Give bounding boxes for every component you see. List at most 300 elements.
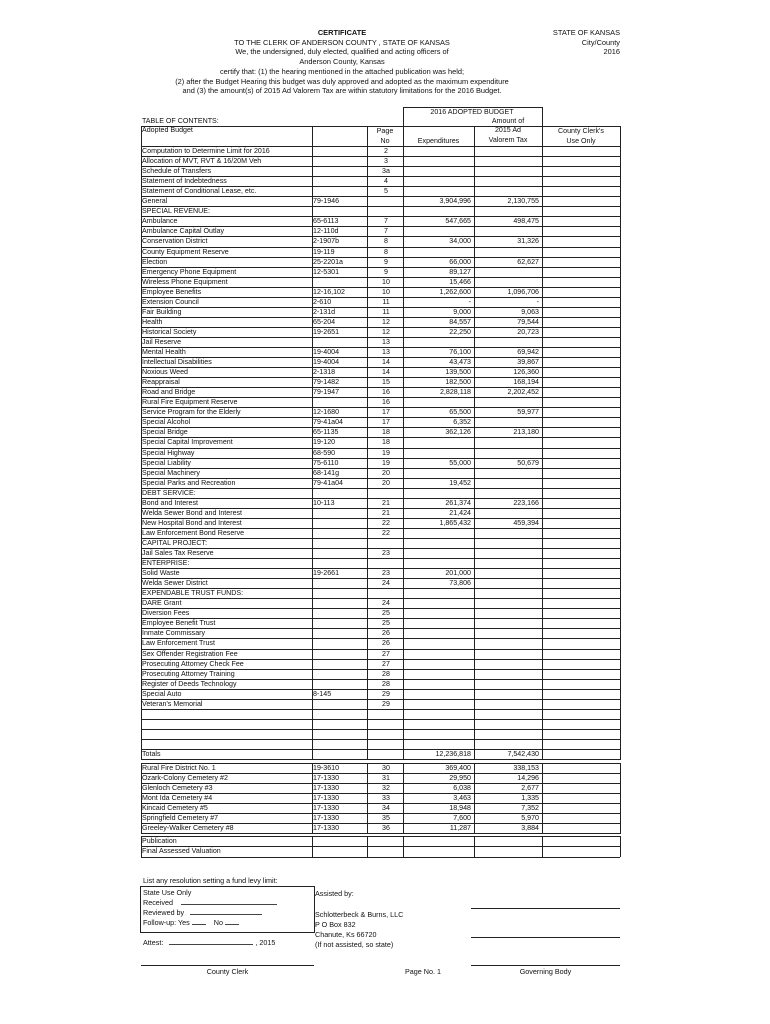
table-row (141, 397, 620, 407)
page-number-cell: 11 (382, 307, 390, 316)
governing-body-signature-line-1[interactable] (471, 908, 620, 909)
ad-valorem-tax-cell: 213,180 (513, 428, 539, 437)
row-label: Register of Deeds Technology (142, 679, 237, 688)
follow-up-row (143, 918, 239, 927)
table-row (141, 488, 620, 498)
statute-code: 65-1135 (313, 428, 339, 437)
row-label: Wireless Phone Equipment (142, 277, 228, 286)
expenditures-cell (404, 538, 471, 548)
expenditures-cell (404, 337, 471, 347)
ad-valorem-tax-cell: 498,475 (513, 217, 539, 226)
statute-code (313, 146, 364, 156)
statute-code (313, 846, 364, 856)
row-label: Law Enforcement Trust (142, 639, 215, 648)
table-row (141, 216, 620, 226)
table-row (141, 407, 620, 417)
county-line: Anderson County, Kansas (299, 57, 385, 67)
row-label: Prosecuting Attorney Training (142, 669, 235, 678)
page-number-cell: 14 (382, 368, 390, 377)
ad-valorem-tax-cell (475, 679, 539, 689)
ad-valorem-tax-cell (475, 247, 539, 257)
table-row (141, 719, 620, 729)
row-label: Solid Waste (142, 569, 180, 578)
ad-valorem-tax-cell (475, 659, 539, 669)
ad-valorem-tax-cell: - (536, 297, 539, 306)
page-number-cell: 20 (382, 468, 390, 477)
ad-valorem-tax-cell (475, 846, 539, 856)
row-label: Special Liability (142, 458, 191, 467)
row-label: Noxious Weed (142, 368, 189, 377)
ad-valorem-tax-cell (475, 689, 539, 699)
row-label: Statement of Conditional Lease, etc. (142, 187, 257, 196)
statute-code: 79-1946 (313, 197, 340, 206)
governing-body-signature-line-2[interactable] (471, 937, 620, 938)
expenditures-cell: 65,500 (449, 408, 471, 417)
page-number-cell: 36 (382, 823, 390, 832)
page-number-cell (373, 846, 399, 856)
ad-valorem-tax-cell (475, 488, 539, 498)
statute-code (313, 679, 364, 689)
statute-code (313, 337, 364, 347)
row-label: Ozark-Colony Cemetery #2 (142, 773, 228, 782)
statute-code (313, 548, 364, 558)
page-number-cell: 16 (382, 388, 390, 397)
row-label: Reappraisal (142, 378, 180, 387)
table-row (141, 813, 620, 823)
statute-code (313, 538, 364, 548)
expenditures-cell (404, 669, 471, 679)
expenditures-cell: 9,000 (453, 307, 471, 316)
statute-code (313, 749, 364, 759)
page-number-cell (373, 719, 399, 729)
table-row (141, 823, 620, 833)
expenditures-cell: 73,806 (449, 579, 471, 588)
ad-valorem-tax-cell (475, 166, 539, 176)
table-row (141, 196, 620, 206)
page-number-cell: 14 (382, 358, 390, 367)
table-row (141, 236, 620, 246)
row-label: Health (142, 317, 163, 326)
page-number-cell: 22 (382, 518, 390, 527)
statute-code: 17-1330 (313, 813, 340, 822)
statute-code (313, 729, 364, 739)
page-number-cell: 10 (382, 287, 390, 296)
page-number-cell: 28 (382, 679, 390, 688)
table-row (141, 598, 620, 608)
ad-valorem-tax-cell (475, 628, 539, 638)
ad-valorem-tax-cell (475, 186, 539, 196)
received-field[interactable] (181, 904, 277, 905)
page-number-cell: 9 (384, 257, 388, 266)
row-divider (141, 759, 620, 760)
table-row (141, 387, 620, 397)
statute-code: 2-610 (313, 297, 332, 306)
ad-valorem-tax-cell (475, 618, 539, 628)
officers-line: We, the undersigned, duly elected, qualified and acting officers of (235, 47, 449, 57)
statute-code: 79-41a04 (313, 478, 343, 487)
expenditures-header: Expenditures (417, 137, 460, 145)
expenditures-cell (404, 166, 471, 176)
row-label: Welda Sewer Bond and Interest (142, 508, 243, 517)
ad-valorem-tax-cell (475, 538, 539, 548)
ad-valorem-tax-cell (475, 699, 539, 709)
row-label: Computation to Determine Limit for 2016 (142, 147, 270, 155)
table-row (141, 836, 620, 846)
expenditures-cell (404, 836, 471, 846)
statute-code: 79-41a04 (313, 418, 343, 427)
adopted-budget-2016-header: 2016 ADOPTED BUDGET (430, 108, 514, 116)
state-label: STATE OF KANSAS (552, 28, 620, 37)
page-header: Page (376, 127, 394, 135)
ad-valorem-tax-cell: 2,677 (521, 783, 539, 792)
page-number-cell: 9 (384, 267, 388, 276)
expenditures-cell (404, 679, 471, 689)
page-number-cell: 18 (382, 428, 390, 437)
row-label: Publication (142, 837, 177, 846)
statute-code: 12-110d (313, 227, 339, 236)
row-label: Historical Society (142, 327, 197, 336)
table-row (141, 518, 620, 528)
statute-code: 19-2661 (313, 569, 340, 578)
statute-code (313, 699, 364, 709)
city-county-label: City/County (581, 37, 620, 47)
column-divider (620, 146, 621, 760)
row-label: Kincaid Cemetery #5 (142, 803, 208, 812)
ad-valorem-tax-cell (475, 508, 539, 518)
expenditures-cell (404, 846, 471, 856)
year-label: 2016 (603, 47, 620, 57)
statute-code: 12-1680 (313, 408, 340, 417)
table-row (141, 478, 620, 488)
ad-valorem-tax-cell: 39,867 (517, 358, 539, 367)
table-row (141, 749, 620, 759)
expenditures-cell (404, 729, 471, 739)
row-label (142, 719, 309, 729)
row-label: County Equipment Reserve (142, 247, 229, 256)
firm-city: Chanute, Ks 66720 (315, 930, 377, 939)
expenditures-cell: 12,236,818 (435, 750, 471, 758)
ad-valorem-tax-cell (475, 528, 539, 538)
statute-code (313, 628, 364, 638)
statute-code (313, 508, 364, 518)
row-label: Ambulance Capital Outlay (142, 227, 225, 236)
ad-valorem-tax-cell: 2,202,452 (507, 388, 539, 397)
page-number-cell (373, 196, 399, 206)
expenditures-cell: 84,557 (449, 317, 471, 326)
page-number-cell: 17 (382, 408, 390, 417)
certificate-header (140, 28, 544, 96)
statute-code: 68-590 (313, 448, 336, 457)
row-label: Rural Fire District No. 1 (142, 763, 216, 772)
expenditures-cell (404, 186, 471, 196)
item3-line: and (3) the amount(s) of 2015 Ad Valorem Tax are within statutory limitations for the 2016 Budget. (182, 86, 502, 96)
attest-year: , 2015 (255, 938, 276, 947)
expenditures-cell: 201,000 (445, 569, 471, 578)
expenditures-cell (404, 468, 471, 478)
ad-valorem-tax-cell (475, 206, 539, 216)
row-label: Diversion Fees (142, 609, 190, 618)
expenditures-cell (404, 146, 471, 156)
expenditures-cell: 182,500 (445, 378, 471, 387)
ad-valorem-tax-cell: 9,063 (521, 307, 539, 316)
firm-po-box: P O Box 832 (315, 920, 356, 929)
row-label: EXPENDABLE TRUST FUNDS: (142, 589, 244, 598)
table-row (141, 146, 620, 156)
page-number-cell (373, 206, 399, 216)
expenditures-cell: - (468, 297, 471, 306)
statute-code: 12-16,102 (313, 287, 345, 296)
page-number-cell: 31 (382, 773, 390, 782)
ad-2015-header: 2015 Ad (494, 126, 522, 134)
reviewed-by-label: Reviewed by (143, 908, 185, 917)
statute-code (313, 608, 364, 618)
row-label (142, 739, 309, 749)
statute-code: 79-1482 (313, 378, 340, 387)
page-number-cell: 12 (382, 317, 390, 326)
row-label: Inmate Commissary (142, 629, 206, 638)
row-label: Conservation District (142, 237, 208, 246)
page-number-cell: 8 (384, 237, 388, 246)
ad-valorem-tax-cell: 5,970 (521, 813, 539, 822)
row-label: Bond and Interest (142, 498, 199, 507)
expenditures-cell (404, 226, 471, 236)
page-number-cell: 2 (384, 147, 388, 155)
ad-valorem-tax-cell: 1,096,706 (507, 287, 539, 296)
page-number: Page No. 1 (405, 967, 441, 976)
expenditures-cell: 76,100 (449, 348, 471, 356)
expenditures-cell: 66,000 (449, 257, 471, 266)
expenditures-cell (404, 628, 471, 638)
statute-code: 17-1330 (313, 783, 340, 792)
row-label: Road and Bridge (142, 388, 196, 397)
ad-valorem-tax-cell: 2,130,755 (507, 197, 539, 206)
ad-valorem-tax-cell: 50,679 (517, 458, 539, 467)
expenditures-cell (404, 649, 471, 659)
row-label: Election (142, 257, 168, 266)
row-label: Rural Fire Equipment Reserve (142, 398, 238, 407)
table-row (141, 458, 620, 468)
table-row (141, 638, 620, 648)
page-number-cell: 34 (382, 803, 390, 812)
statute-code: 65-204 (313, 317, 336, 326)
received-label: Received (143, 898, 173, 907)
statute-code (313, 518, 364, 528)
page-number-cell: 25 (382, 619, 390, 628)
page-number-cell: 26 (382, 639, 390, 648)
table-row (141, 437, 620, 447)
table-row (141, 846, 620, 856)
reviewed-by-field[interactable] (190, 914, 262, 915)
ad-valorem-tax-cell (475, 568, 539, 578)
page-number-cell: 8 (384, 247, 388, 256)
row-label: Special Alcohol (142, 418, 191, 427)
expenditures-cell: 21,424 (449, 508, 471, 517)
page-number-cell: 30 (382, 763, 390, 772)
expenditures-cell (404, 638, 471, 648)
state-use-only-label: State Use Only (143, 888, 192, 897)
statute-code (313, 166, 364, 176)
row-label: Emergency Phone Equipment (142, 267, 237, 276)
table-row (141, 628, 620, 638)
ad-valorem-tax-cell: 79,544 (517, 317, 539, 326)
row-label (142, 729, 309, 739)
ad-valorem-tax-cell (475, 578, 539, 588)
page-number-cell (373, 558, 399, 568)
expenditures-cell (404, 709, 471, 719)
row-label: Jail Sales Tax Reserve (142, 549, 214, 557)
row-divider (141, 833, 620, 834)
expenditures-cell (404, 558, 471, 568)
row-label: Mental Health (142, 348, 186, 356)
statute-code: 17-1330 (313, 773, 340, 782)
page-number-cell: 25 (382, 609, 390, 618)
expenditures-cell: 11,287 (449, 823, 471, 832)
follow-up-no-field[interactable] (225, 924, 239, 925)
statute-code (313, 836, 364, 846)
page-number-cell: 24 (382, 579, 390, 588)
ad-valorem-tax-cell: 7,352 (521, 803, 539, 812)
certificate-title: CERTIFICATE (317, 28, 367, 37)
expenditures-cell: 3,463 (453, 793, 471, 802)
row-label: DEBT SERVICE: (142, 488, 196, 497)
expenditures-cell: 6,038 (453, 783, 471, 792)
row-label: Special Auto (142, 689, 182, 698)
county-clerk-caption: County Clerk (206, 967, 249, 976)
expenditures-cell: 34,000 (449, 237, 471, 246)
expenditures-cell: 1,262,600 (439, 287, 471, 296)
table-row (141, 156, 620, 166)
expenditures-cell: 19,452 (449, 478, 471, 487)
ad-valorem-tax-cell (475, 267, 539, 277)
expenditures-cell: 15,466 (449, 277, 471, 286)
ad-valorem-tax-cell: 168,194 (513, 378, 539, 387)
governing-body-signature-line-3[interactable] (471, 965, 620, 966)
ad-valorem-tax-cell (475, 146, 539, 156)
expenditures-cell: 22,250 (449, 327, 471, 336)
row-divider (141, 857, 620, 858)
state-block (520, 28, 620, 57)
expenditures-cell (404, 448, 471, 458)
statute-code: 19-2651 (313, 327, 340, 336)
expenditures-cell: 89,127 (449, 267, 471, 276)
statute-code (313, 176, 364, 186)
ad-valorem-tax-cell (475, 417, 539, 427)
expenditures-cell (404, 699, 471, 709)
page-number-cell: 22 (382, 528, 390, 537)
ad-valorem-tax-cell (475, 156, 539, 166)
row-label: Greeley-Walker Cemetery #8 (142, 823, 234, 832)
expenditures-cell (404, 488, 471, 498)
statute-code (313, 558, 364, 568)
expenditures-cell (404, 659, 471, 669)
ad-valorem-tax-cell (475, 588, 539, 598)
row-label: Final Assessed Valuation (142, 847, 221, 856)
table-row (141, 327, 620, 337)
statute-code (313, 598, 364, 608)
ad-valorem-tax-cell (475, 558, 539, 568)
row-label: Special Highway (142, 448, 195, 457)
statute-code: 12-5301 (313, 267, 340, 276)
table-row (141, 367, 620, 377)
ad-valorem-tax-cell (475, 729, 539, 739)
governing-body-caption: Governing Body (519, 967, 572, 976)
table-row (141, 618, 620, 628)
attest-date-field[interactable] (169, 944, 253, 945)
expenditures-cell (404, 739, 471, 749)
ad-valorem-tax-cell: 126,360 (513, 368, 539, 377)
table-row (141, 287, 620, 297)
use-only-header: Use Only (566, 137, 596, 145)
table-row (141, 166, 620, 176)
table-row (141, 528, 620, 538)
expenditures-cell: 362,126 (445, 428, 471, 437)
table-row (141, 337, 620, 347)
county-clerk-signature-line[interactable] (141, 965, 314, 966)
ad-valorem-tax-cell: 62,627 (517, 257, 539, 266)
page-number-cell: 27 (382, 649, 390, 658)
page-number-cell: 29 (382, 689, 390, 698)
page-number-cell (373, 729, 399, 739)
ad-valorem-tax-cell (475, 437, 539, 447)
table-row (141, 689, 620, 699)
ad-valorem-tax-cell: 459,394 (513, 518, 539, 527)
page-number-cell: 3 (384, 157, 388, 166)
ad-valorem-tax-cell (475, 608, 539, 618)
statute-code: 17-1330 (313, 803, 340, 812)
row-label: Law Enforcement Bond Reserve (142, 528, 245, 537)
ad-valorem-tax-cell (475, 669, 539, 679)
amount-of-header: Amount of (491, 117, 525, 125)
table-row (141, 538, 620, 548)
row-label: Special Bridge (142, 428, 188, 437)
table-row (141, 699, 620, 709)
follow-up-yes-field[interactable] (192, 924, 206, 925)
row-label: General (142, 197, 168, 206)
statute-code (313, 719, 364, 729)
ad-valorem-tax-cell (475, 709, 539, 719)
expenditures-cell (404, 719, 471, 729)
row-label: Special Machinery (142, 468, 200, 477)
ad-valorem-tax-cell: 223,166 (513, 498, 539, 507)
statute-code (313, 638, 364, 648)
reviewed-row (143, 908, 262, 917)
ad-valorem-tax-cell (475, 478, 539, 488)
follow-up-no-label: No (213, 918, 223, 927)
page-number-cell: 13 (382, 337, 390, 346)
column-divider (312, 126, 313, 146)
ad-valorem-tax-cell (475, 226, 539, 236)
ad-valorem-tax-cell: 7,542,430 (507, 750, 539, 758)
attest-row (143, 938, 275, 947)
table-row (141, 257, 620, 267)
table-row (141, 357, 620, 367)
page-number-cell: 35 (382, 813, 390, 822)
statute-code (313, 649, 364, 659)
statute-code (313, 709, 364, 719)
statute-code (313, 206, 364, 216)
ad-valorem-tax-cell (475, 548, 539, 558)
row-label: Special Parks and Recreation (142, 478, 236, 487)
follow-up-yes-label: Follow-up: Yes (143, 918, 190, 927)
ad-valorem-tax-cell: 69,942 (517, 348, 539, 356)
statute-code (313, 528, 364, 538)
ad-valorem-tax-cell: 59,977 (517, 408, 539, 417)
ad-valorem-tax-cell (475, 739, 539, 749)
table-row (141, 176, 620, 186)
statute-code: 19-4004 (313, 358, 340, 367)
statute-code: 17-1330 (313, 793, 340, 802)
certify-line: certify that: (1) the hearing mentioned in the attached publication was held; (219, 66, 465, 76)
